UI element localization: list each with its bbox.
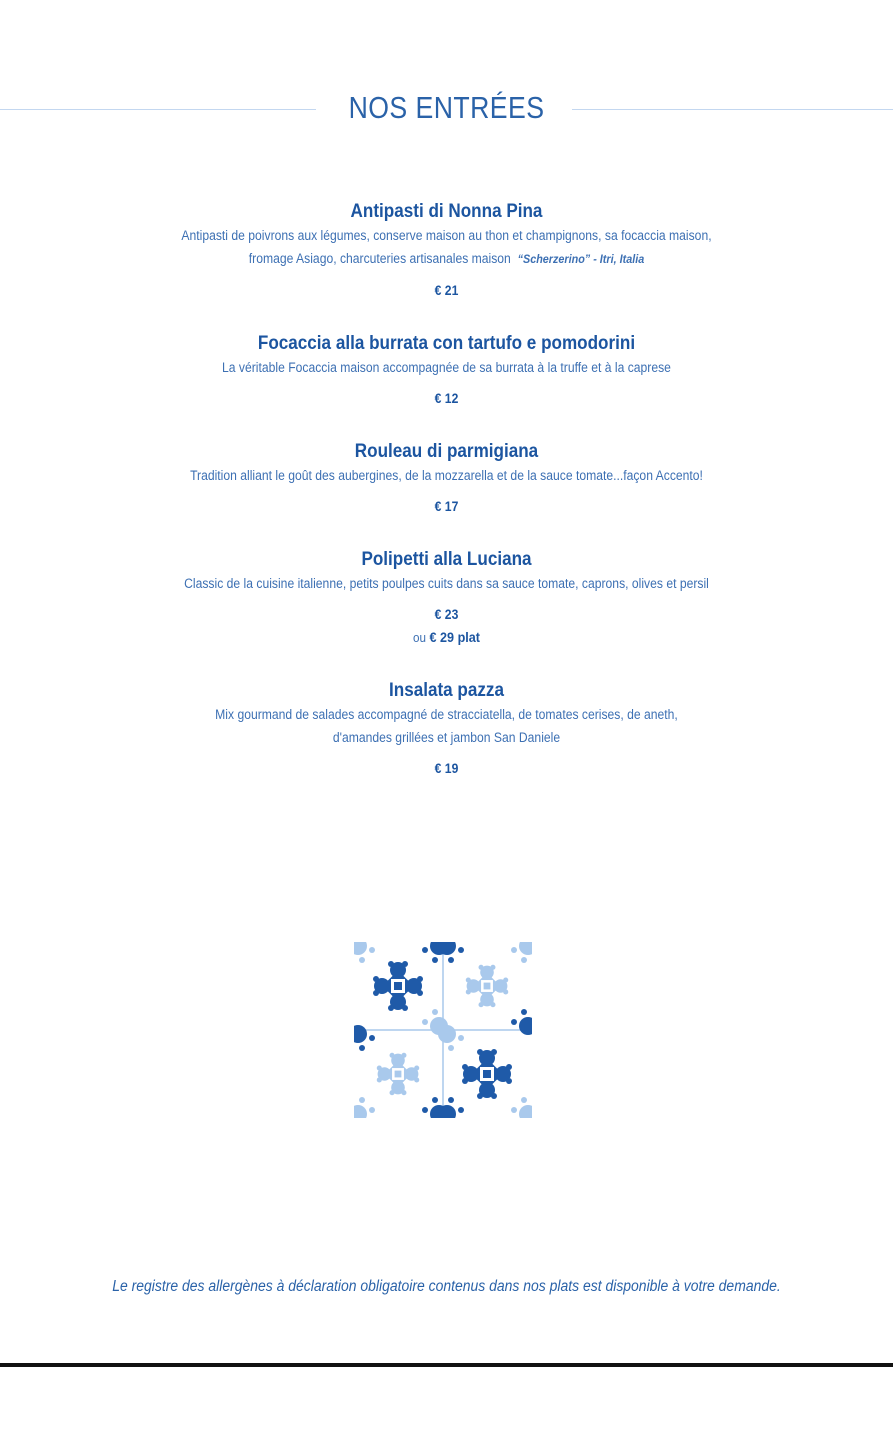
menu-header	[0, 88, 893, 132]
header-rule-right	[572, 109, 893, 110]
dish-description	[45, 703, 849, 749]
dish-price: € 19	[434, 761, 459, 776]
menu-item-polipetti	[0, 548, 893, 649]
dish-price: € 21	[434, 283, 459, 298]
menu-items	[0, 200, 893, 780]
dish-name: Antipasti di Nonna Pina	[350, 201, 543, 222]
dish-description: Tradition alliant le goût des aubergines, de la mozzarella et de la sauce tomate...façon Accento!	[190, 468, 703, 483]
bottom-divider	[0, 1363, 893, 1367]
price-alt-value: € 29 plat	[429, 629, 480, 645]
menu-item-insalata	[0, 679, 893, 780]
decorative-tile-image	[354, 942, 532, 1118]
dish-name: Focaccia alla burrata con tartufo e pomodorini	[257, 333, 636, 354]
dish-description-line: Antipasti de poivrons aux légumes, conserve maison au thon et champignons, sa focaccia maison,	[181, 228, 712, 243]
dish-price: € 23	[434, 607, 459, 622]
dish-price: € 12	[434, 391, 459, 406]
dish-name: Insalata pazza	[388, 680, 505, 701]
dish-name: Polipetti alla Luciana	[361, 549, 532, 570]
dish-description: Classic de la cuisine italienne, petits poulpes cuits dans sa sauce tomate, caprons, olives et persil	[184, 576, 709, 591]
dish-description-text: fromage Asiago, charcuteries artisanales maison	[248, 251, 511, 266]
dish-description-line: d'amandes grillées et jambon San Daniele	[332, 730, 561, 745]
dish-price: € 17	[434, 499, 459, 514]
menu-item-antipasti	[0, 200, 893, 302]
dish-description-line: Mix gourmand de salades accompagné de stracciatella, de tomates cerises, de aneth,	[215, 707, 678, 722]
dish-price-alt	[45, 626, 849, 649]
page-title: NOS ENTRÉES	[348, 90, 545, 125]
allergen-note: Le registre des allergènes à déclaration obligatoire contenus dans nos plats est disponible à votre demande.	[112, 1278, 781, 1295]
dish-description: La véritable Focaccia maison accompagnée de sa burrata à la truffe et à la caprese	[222, 360, 671, 375]
dish-description	[45, 224, 849, 271]
dish-origin: “Scherzerino” - Itri, Italia	[517, 252, 645, 266]
dish-description-line	[45, 247, 849, 271]
price-alt-prefix: ou	[413, 630, 427, 645]
menu-item-rouleau	[0, 440, 893, 518]
menu-item-focaccia	[0, 332, 893, 410]
dish-name: Rouleau di parmigiana	[354, 441, 539, 462]
tile-pattern-graphic	[354, 942, 532, 1118]
